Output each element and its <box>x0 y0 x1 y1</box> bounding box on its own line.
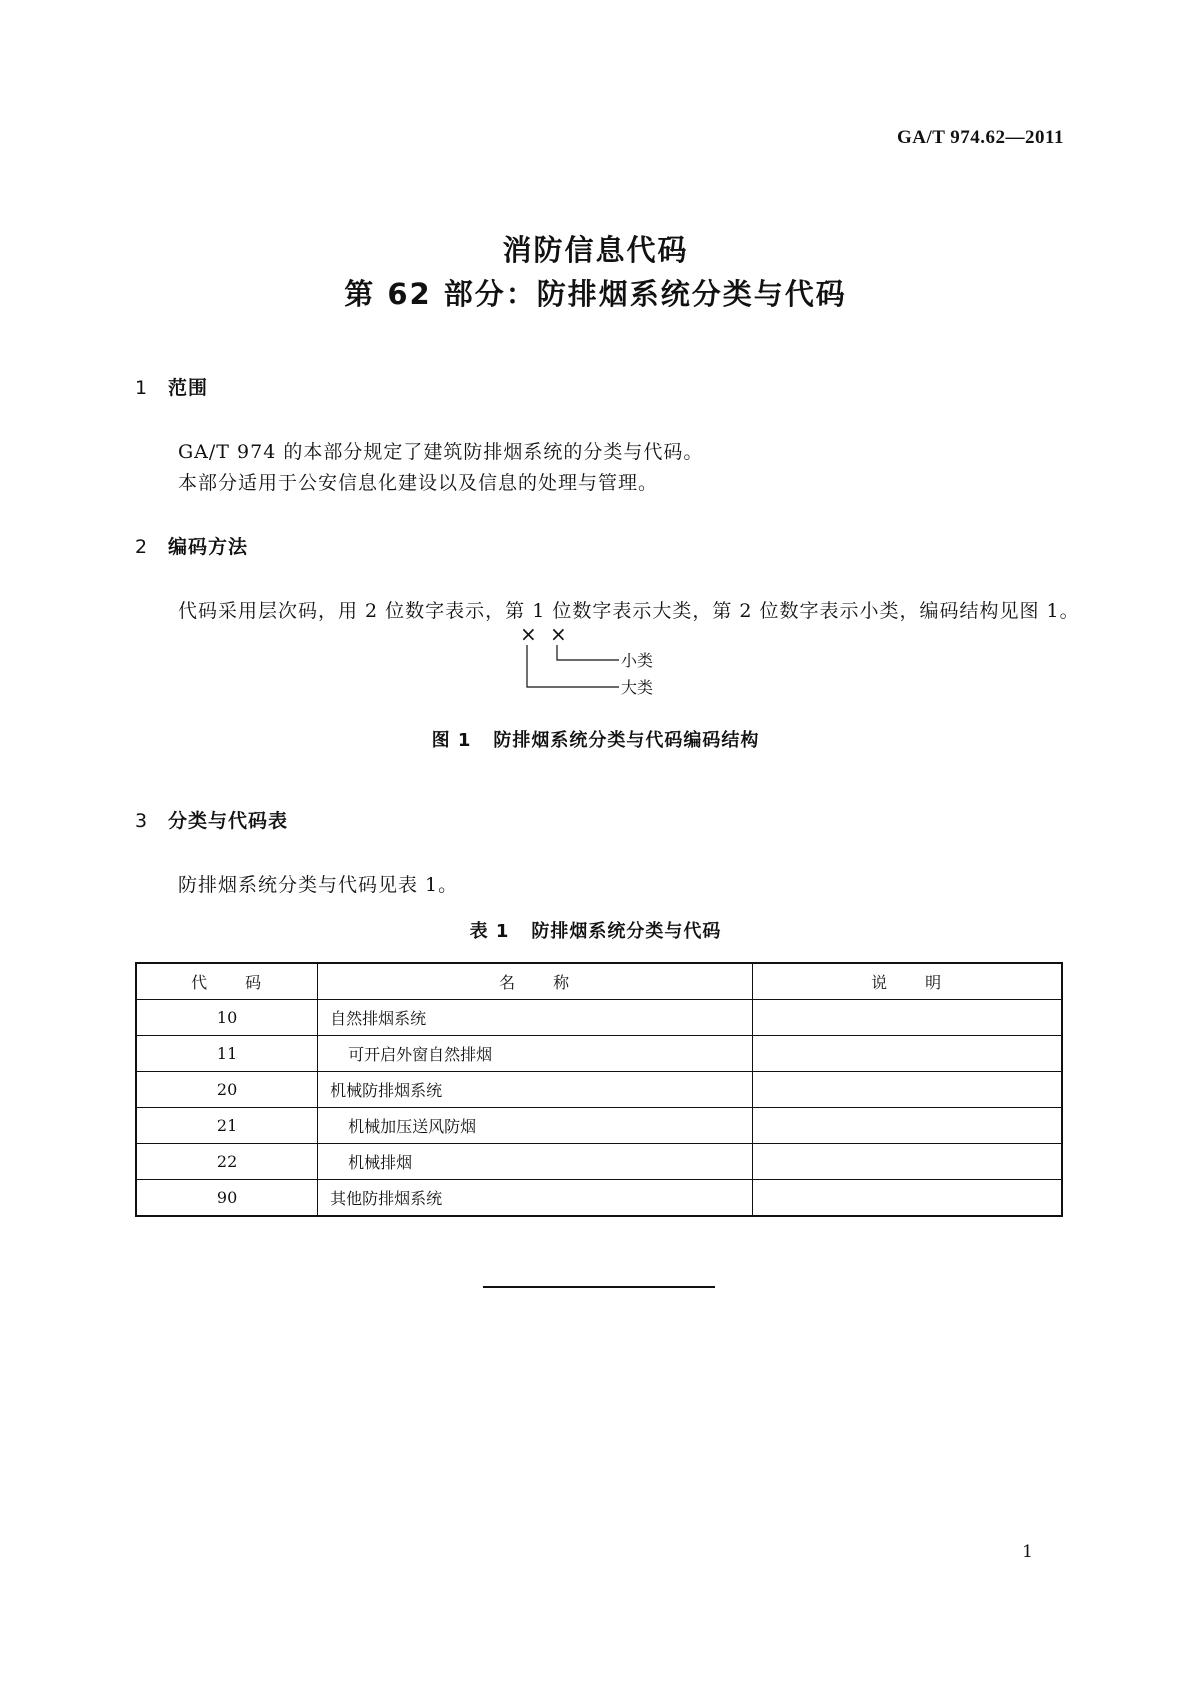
section-1-paragraph-1: GA/T 974 的本部分规定了建筑防排烟系统的分类与代码。 <box>178 441 704 463</box>
document-title: 消防信息代码 <box>502 233 689 267</box>
table-row <box>136 1108 1062 1144</box>
section-2-heading <box>135 532 248 559</box>
header-code: 代 码 <box>136 963 318 1000</box>
code-table <box>135 962 1063 1217</box>
name-cell: 其他防排烟系统 <box>318 1180 753 1217</box>
section-number: 1 <box>135 377 149 399</box>
figure-title: 防排烟系统分类与代码编码结构 <box>493 730 760 751</box>
major-class-label: 大类 <box>621 678 654 697</box>
note-cell <box>753 1144 1062 1180</box>
header-name: 名 称 <box>318 963 753 1000</box>
code-cell: 21 <box>136 1108 318 1144</box>
section-number: 3 <box>135 810 149 832</box>
document-subtitle: 第 62 部分：防排烟系统分类与代码 <box>344 277 847 311</box>
table-number: 表 1 <box>469 921 510 942</box>
major-connector-line <box>527 645 619 687</box>
minor-class-label: 小类 <box>621 651 654 670</box>
table-caption <box>0 917 1191 943</box>
section-number: 2 <box>135 536 149 558</box>
note-cell <box>753 1036 1062 1072</box>
section-1-paragraph-2: 本部分适用于公安信息化建设以及信息的处理与管理。 <box>178 472 659 494</box>
name-cell: 可开启外窗自然排烟 <box>318 1036 753 1072</box>
code-cell: 22 <box>136 1144 318 1180</box>
table-row <box>136 1144 1062 1180</box>
note-cell <box>753 1180 1062 1217</box>
table-row <box>136 1180 1062 1217</box>
minor-connector-line <box>557 645 619 660</box>
section-1-heading <box>135 373 208 400</box>
name-cell: 机械加压送风防烟 <box>318 1108 753 1144</box>
section-title: 范围 <box>168 377 209 399</box>
table-title: 防排烟系统分类与代码 <box>531 921 722 942</box>
note-cell <box>753 1072 1062 1108</box>
page-number: 1 <box>1022 1542 1033 1562</box>
note-cell <box>753 1000 1062 1036</box>
code-cell: 20 <box>136 1072 318 1108</box>
table-row <box>136 1036 1062 1072</box>
table-row <box>136 1072 1062 1108</box>
major-digit-mark: × <box>520 625 537 646</box>
table-row <box>136 1000 1062 1036</box>
section-title: 分类与代码表 <box>168 810 289 832</box>
name-cell: 自然排烟系统 <box>318 1000 753 1036</box>
name-cell: 机械防排烟系统 <box>318 1072 753 1108</box>
figure-number: 图 1 <box>431 730 472 751</box>
code-cell: 90 <box>136 1180 318 1217</box>
code-cell: 10 <box>136 1000 318 1036</box>
table-header-row <box>136 963 1062 1000</box>
section-3-heading <box>135 806 288 833</box>
section-title: 编码方法 <box>168 536 249 558</box>
figure-caption <box>0 726 1191 752</box>
minor-digit-mark: × <box>550 625 567 646</box>
header-note: 说 明 <box>753 963 1062 1000</box>
coding-structure-diagram <box>520 625 690 705</box>
code-cell: 11 <box>136 1036 318 1072</box>
name-cell: 机械排烟 <box>318 1144 753 1180</box>
note-cell <box>753 1108 1062 1144</box>
standard-code: GA/T 974.62—2011 <box>896 127 1064 148</box>
section-2-paragraph: 代码采用层次码，用 2 位数字表示，第 1 位数字表示大类，第 2 位数字表示小类，编码结构见图 1。 <box>178 600 1080 622</box>
end-divider <box>483 1286 715 1288</box>
section-3-paragraph: 防排烟系统分类与代码见表 1。 <box>178 874 459 896</box>
